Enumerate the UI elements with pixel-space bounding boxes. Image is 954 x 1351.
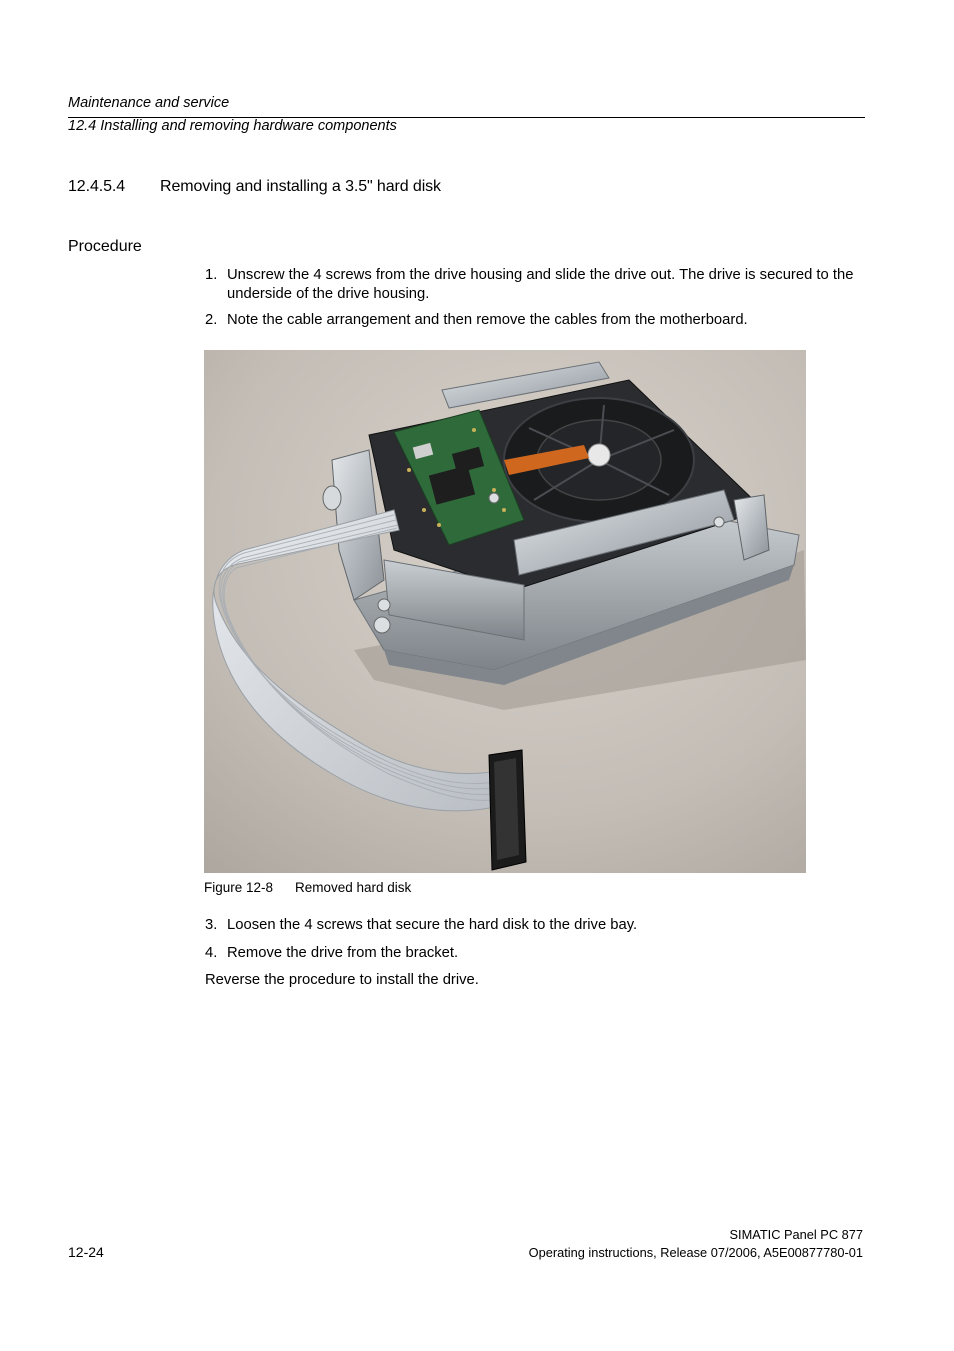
step-number: 1. (205, 267, 218, 283)
step-number: 2. (205, 312, 218, 328)
footer-document: Operating instructions, Release 07/2006, A5E00877780-01 (528, 1245, 863, 1260)
closing-note: Reverse the procedure to install the drive. (205, 972, 479, 988)
step-text: Unscrew the 4 screws from the drive housing and slide the drive out. The drive is secured to the underside of the drive housing. (227, 267, 854, 302)
step-2 (205, 311, 870, 331)
procedure-heading: Procedure (68, 238, 142, 255)
running-header-section: 12.4 Installing and removing hardware components (68, 118, 397, 134)
section-title: Removing and installing a 3.5" hard disk (160, 178, 441, 195)
figure-number: Figure 12-8 (204, 880, 274, 895)
footer-product: SIMATIC Panel PC 877 (729, 1227, 863, 1242)
step-1 (205, 266, 870, 306)
section-number: 12.4.5.4 (68, 178, 126, 195)
section-heading (68, 178, 441, 196)
step-text: Remove the drive from the bracket. (227, 945, 459, 961)
step-4 (205, 944, 870, 964)
hard-disk-photo (204, 350, 806, 873)
step-text: Loosen the 4 screws that secure the hard disk to the drive bay. (227, 917, 638, 933)
figure-title: Removed hard disk (295, 880, 412, 895)
figure-caption (204, 880, 411, 895)
page-number: 12-24 (68, 1244, 104, 1260)
step-text: Note the cable arrangement and then remove the cables from the motherboard. (227, 312, 748, 328)
step-3 (205, 916, 870, 936)
step-number: 4. (205, 945, 218, 961)
step-number: 3. (205, 917, 218, 933)
running-header-chapter: Maintenance and service (68, 95, 230, 111)
